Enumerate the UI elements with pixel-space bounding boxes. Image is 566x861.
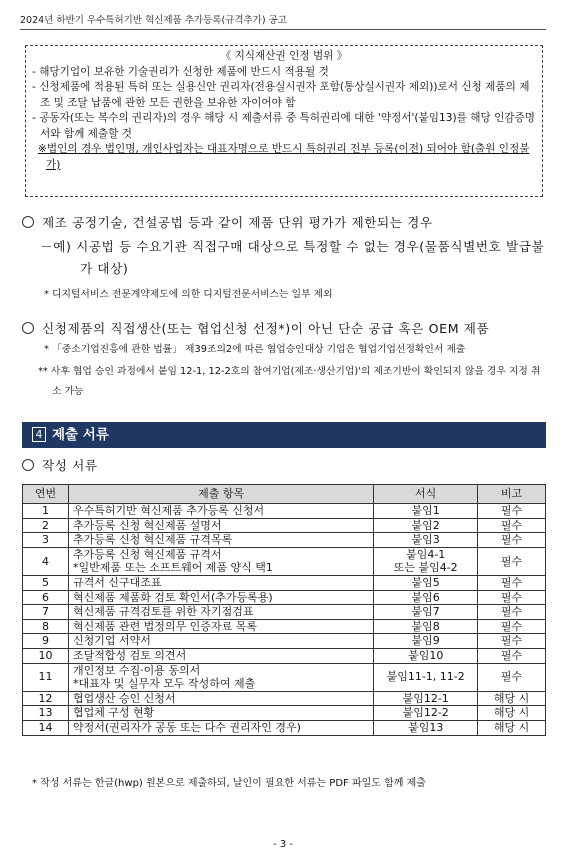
- circle-bullet-icon: [22, 322, 34, 334]
- row-item: [68, 691, 373, 706]
- row-note-text: 해당 시: [493, 691, 530, 705]
- table-row: [23, 720, 546, 735]
- table-row: [23, 648, 546, 663]
- circle-bullet-icon: [22, 216, 34, 228]
- row-item: [68, 533, 373, 548]
- row-note: [478, 504, 546, 519]
- exclusion-example: －예) 시공법 등 수요기관 직접구매 대상으로 특정할 수 없는 경우(물품식별번호 발급불가 대상): [40, 239, 545, 276]
- table-body: [23, 504, 546, 736]
- row-form-text: 붙임5: [411, 575, 440, 589]
- row-note-text: 필수: [500, 554, 523, 568]
- row-number-text: 6: [41, 590, 49, 604]
- row-number: [23, 547, 69, 575]
- row-number: [23, 720, 69, 735]
- row-item-text: 우수특허기반 혁신제품 추가등록 신청서: [72, 504, 265, 517]
- table-row: [23, 634, 546, 649]
- row-item: [68, 706, 373, 721]
- column-header: 서식: [374, 485, 478, 504]
- row-number: [23, 648, 69, 663]
- row-note-text: 필수: [500, 648, 523, 662]
- circle-bullet-icon: [22, 459, 34, 471]
- row-number: [23, 504, 69, 519]
- row-note: [478, 590, 546, 605]
- row-form-text: 붙임10: [408, 648, 444, 662]
- row-number: [23, 706, 69, 721]
- row-form-text: 붙임6: [411, 590, 440, 604]
- ip-scope-item: - 공동자(또는 복수의 권리자)의 경우 해당 시 제출서류 중 특허권리에 대한 '약정서'(붙임13)를 해당 인감증명서와 함께 제출할 것: [32, 112, 536, 140]
- section-title: 제출 서류: [52, 427, 109, 443]
- ip-scope-box: [25, 45, 543, 197]
- row-note-text: 필수: [500, 634, 523, 648]
- row-form-text: 붙임9: [411, 634, 440, 648]
- row-form: [374, 706, 478, 721]
- row-number-text: 3: [41, 533, 49, 547]
- table-row: [23, 691, 546, 706]
- row-form: [374, 547, 478, 575]
- row-item: [68, 547, 373, 575]
- row-item-text: 혁신제품 관련 법정의무 인증자료 목록: [72, 619, 257, 633]
- row-form-text: 붙임8: [411, 619, 440, 633]
- page-number: - 3 -: [273, 839, 293, 850]
- row-number-text: 8: [41, 619, 49, 633]
- row-note-text: 해당 시: [493, 720, 530, 734]
- row-item-text-line2: *일반제품 또는 소프트웨어 제품 양식 택1: [72, 561, 273, 575]
- table-header-row: [23, 485, 546, 504]
- row-item-text: 약정서(권리자가 공동 또는 다수 권리자인 경우): [72, 720, 301, 734]
- row-number-text: 10: [38, 648, 53, 662]
- section-number: 4: [32, 427, 46, 442]
- row-item-text: 혁신제품 규격검토를 위한 자기점검표: [72, 605, 254, 619]
- exclusion-text: 제조 공정기술, 건설공법 등과 같이 제품 단위 평가가 제한되는 경우: [42, 215, 433, 230]
- row-item-text: 추가등록 신청 혁신제품 설명서: [72, 518, 222, 532]
- row-form: [374, 619, 478, 634]
- row-number: [23, 691, 69, 706]
- row-form: [374, 634, 478, 649]
- exclusion-item-1: [22, 212, 546, 234]
- row-number-text: 1: [41, 504, 49, 517]
- exclusion-note: * 「중소기업진흥에 관한 법률」 제39조의2에 따른 협업승인대상 기업은 협업기업선정확인서 제출: [44, 344, 466, 355]
- column-header: 연번: [23, 485, 69, 504]
- row-item-text: 추가등록 신청 혁신제품 규격목록: [72, 533, 233, 547]
- row-form-text: 붙임11-1, 11-2: [386, 670, 465, 684]
- row-item: [68, 634, 373, 649]
- row-note: [478, 720, 546, 735]
- row-form: [374, 575, 478, 590]
- exclusion-item-2: [22, 318, 546, 340]
- section-banner: [22, 422, 546, 448]
- row-form-text: 붙임7: [411, 605, 440, 619]
- row-number-text: 7: [41, 605, 49, 619]
- table-row: [23, 590, 546, 605]
- row-form-text: 붙임12-1: [402, 691, 449, 705]
- row-note-text: 필수: [500, 590, 523, 604]
- row-item-text: 개인정보 수집·이용 동의서: [72, 663, 201, 677]
- row-form-text: 붙임1: [411, 504, 440, 517]
- exclusion-note: * 디지털서비스 전문계약제도에 의한 디지털전문서비스는 일부 제외: [44, 289, 333, 300]
- row-item: [68, 720, 373, 735]
- table-row: [23, 706, 546, 721]
- row-item: [68, 605, 373, 620]
- row-item-text: 신청기업 서약서: [72, 634, 151, 648]
- row-number: [23, 518, 69, 533]
- row-note: [478, 691, 546, 706]
- table-row: [23, 605, 546, 620]
- row-number: [23, 605, 69, 620]
- exclusion-note: ** 사후 협업 승인 과정에서 붙임 12-1, 12-2호의 참여기업(제조·생산기업)'의 제조기반이 확인되지 않을 경우 지정 취소 가능: [38, 366, 541, 397]
- row-form: [374, 518, 478, 533]
- row-note-text: 해당 시: [493, 706, 530, 720]
- row-note: [478, 605, 546, 620]
- row-form: [374, 590, 478, 605]
- row-item-text: 규격서 신구대조표: [72, 575, 162, 589]
- row-form: [374, 605, 478, 620]
- row-note: [478, 634, 546, 649]
- row-note: [478, 575, 546, 590]
- row-item: [68, 648, 373, 663]
- ip-scope-title: 《 지식재산권 인정 범위 》: [220, 50, 348, 62]
- row-item-text: 협업체 구성 현황: [72, 706, 155, 720]
- row-item-text-line2: *대표자 및 실무자 모두 작성하여 제출: [72, 677, 256, 691]
- row-form: [374, 648, 478, 663]
- row-number-text: 5: [41, 575, 49, 589]
- row-item: [68, 504, 373, 519]
- row-form-text: 붙임3: [411, 533, 440, 547]
- row-number: [23, 590, 69, 605]
- ip-scope-note: [32, 142, 536, 173]
- row-note: [478, 619, 546, 634]
- row-item: [68, 619, 373, 634]
- row-note: [478, 648, 546, 663]
- row-item-text: 협업생산 승인 신청서: [72, 691, 176, 705]
- exclusion-text: 신청제품의 직접생산(또는 협업신청 선정*)이 아닌 단순 공급 혹은 OEM 제품: [42, 321, 490, 336]
- row-item: [68, 518, 373, 533]
- row-form-text: 붙임13: [408, 720, 444, 734]
- row-note: [478, 547, 546, 575]
- row-number: [23, 533, 69, 548]
- row-note: [478, 706, 546, 721]
- row-form: [374, 720, 478, 735]
- row-note: [478, 533, 546, 548]
- row-item: [68, 575, 373, 590]
- table-row: [23, 619, 546, 634]
- table-row: [23, 518, 546, 533]
- table-row: [23, 663, 546, 691]
- row-note-text: 필수: [500, 533, 523, 547]
- row-note: [478, 663, 546, 691]
- row-form-text-line2: 또는 붙임4-2: [393, 561, 458, 575]
- row-note: [478, 518, 546, 533]
- row-number: [23, 619, 69, 634]
- document-header: 2024년 하반기 우수특허기반 혁신제품 추가등록(규격추가) 공고: [20, 15, 287, 26]
- row-item: [68, 590, 373, 605]
- row-number-text: 14: [38, 720, 53, 734]
- ip-scope-item: - 해당기업이 보유한 기술권리가 신청한 제품에 반드시 적용될 것: [32, 65, 329, 78]
- row-number-text: 12: [38, 691, 53, 705]
- table-row: [23, 504, 546, 519]
- table-row: [23, 533, 546, 548]
- row-number: [23, 634, 69, 649]
- documents-table: [22, 484, 546, 736]
- row-form: [374, 663, 478, 691]
- header-rule: [20, 29, 546, 30]
- row-form: [374, 691, 478, 706]
- row-form: [374, 504, 478, 519]
- table-row: [23, 575, 546, 590]
- table-row: [23, 547, 546, 575]
- row-note-text: 필수: [500, 605, 523, 619]
- row-note-text: 필수: [500, 619, 523, 633]
- row-form: [374, 533, 478, 548]
- row-number-text: 9: [41, 634, 49, 648]
- row-number-text: 4: [41, 554, 49, 568]
- row-item-text: 혁신제품 제품화 검토 확인서(추가등록용): [72, 590, 273, 604]
- row-number-text: 2: [41, 518, 49, 532]
- row-note-text: 필수: [500, 575, 523, 589]
- ip-scope-item: - 신청제품에 적용된 특허 또는 실용신안 권리자(전용실시권자 포함(통상실시권자 제외))로서 신청 제품의 제조 및 조달 납품에 관한 모든 권한을 보유한 자이어야 함: [32, 81, 530, 109]
- ip-scope-note-text: ※법인의 경우 법인명, 개인사업자는 대표자명으로 반드시 특허권리 전부 등록(이전) 되어야 함(출원 인정불가): [38, 143, 530, 171]
- table-footnote: * 작성 서류는 한글(hwp) 원본으로 제출하되, 날인이 필요한 서류는 PDF 파일도 함께 제출: [32, 778, 426, 789]
- row-number: [23, 575, 69, 590]
- column-header: 비고: [478, 485, 546, 504]
- row-item-text: 조달적합성 검토 의견서: [72, 648, 187, 662]
- row-item: [68, 663, 373, 691]
- row-form-text: 붙임2: [411, 518, 440, 532]
- row-note-text: 필수: [500, 518, 523, 532]
- row-item-text: 추가등록 신청 혁신제품 규격서: [72, 547, 222, 561]
- row-form-text: 붙임4-1: [406, 547, 446, 561]
- subheading-text: 작성 서류: [42, 458, 98, 473]
- row-form-text: 붙임12-2: [402, 706, 449, 720]
- subheading: [22, 455, 98, 477]
- column-header: 제출 항목: [68, 485, 373, 504]
- row-note-text: 필수: [500, 670, 523, 684]
- row-number-text: 13: [38, 706, 53, 720]
- row-number-text: 11: [38, 670, 53, 684]
- row-note-text: 필수: [500, 504, 523, 517]
- row-number: [23, 663, 69, 691]
